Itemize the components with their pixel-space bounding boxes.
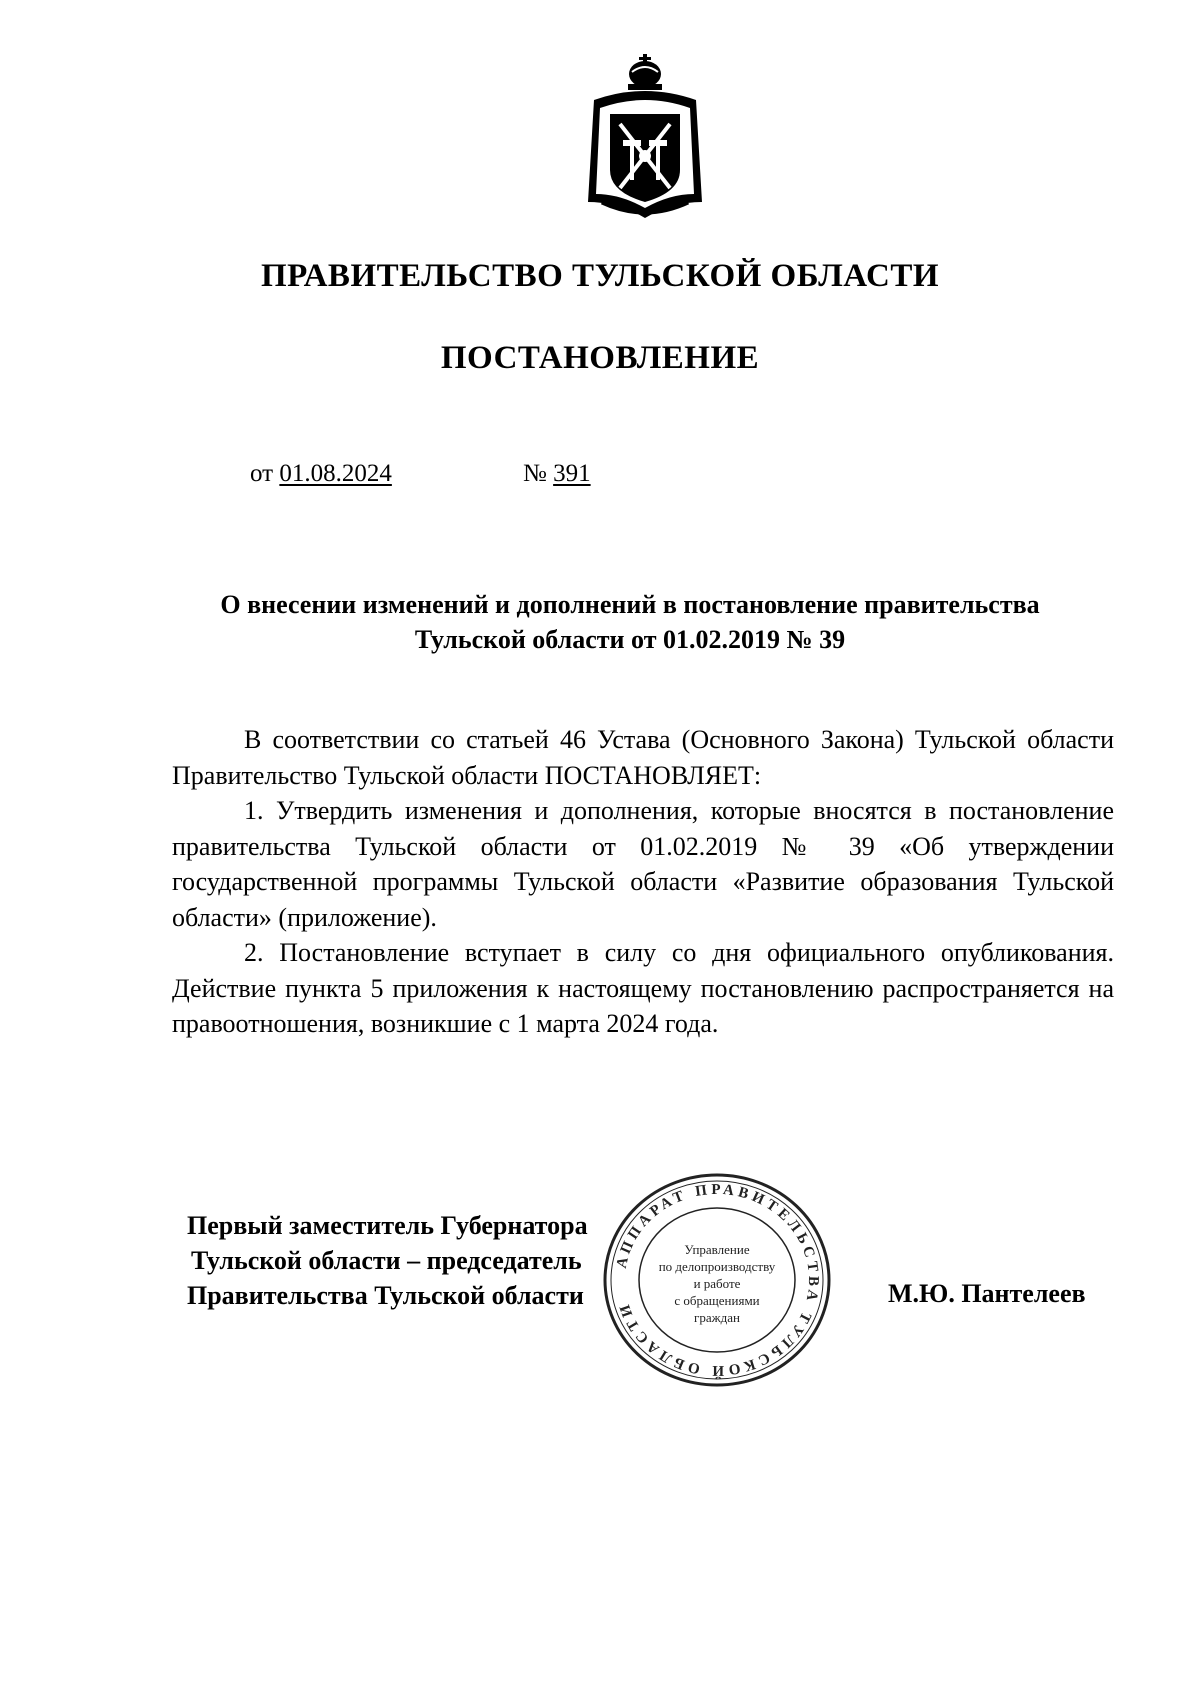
signer-position-line: Первый заместитель Губернатора bbox=[187, 1211, 588, 1240]
government-title: ПРАВИТЕЛЬСТВО ТУЛЬСКОЙ ОБЛАСТИ bbox=[261, 258, 939, 294]
body-paragraph bbox=[172, 793, 1114, 935]
document-body bbox=[172, 722, 1114, 1042]
number-value: 391 bbox=[553, 460, 591, 487]
stamp-center-line: с обращениями bbox=[674, 1293, 760, 1308]
date-value: 01.08.2024 bbox=[279, 460, 392, 487]
subject-line: Тульской области от 01.02.2019 № 39 bbox=[414, 625, 846, 654]
signer-name: М.Ю. Пантелеев bbox=[888, 1279, 1086, 1308]
tula-coat-of-arms-icon bbox=[572, 52, 718, 220]
date-prefix: от bbox=[250, 460, 280, 487]
body-paragraph bbox=[172, 722, 1114, 793]
document-type: ПОСТАНОВЛЕНИЕ bbox=[440, 340, 760, 376]
number-prefix: № bbox=[523, 460, 554, 487]
document-subject bbox=[170, 587, 1090, 657]
subject-line: О внесении изменений и дополнений в постановление правительства bbox=[220, 590, 1040, 619]
body-paragraph bbox=[172, 935, 1114, 1042]
stamp-center-line: и работе bbox=[693, 1276, 741, 1291]
preamble-text: В соответствии со статьей 46 Устава (Основного Закона) Тульской области Правительство Тульской области ПОСТАНОВЛЯЕТ: bbox=[172, 725, 1114, 790]
signer-position bbox=[187, 1208, 588, 1313]
document-date bbox=[250, 460, 392, 488]
signer-position-line: Тульской области – председатель bbox=[191, 1246, 582, 1275]
stamp-center-line: граждан bbox=[694, 1310, 740, 1325]
stamp-center-line: по делопроизводству bbox=[658, 1259, 776, 1274]
item-2-text: 2. Постановление вступает в силу со дня официального опубликования. Действие пункта 5 приложения к настоящему постановлению распространяется на правоотношения, возникшие с 1 марта 2024 года. bbox=[172, 938, 1114, 1038]
stamp-ring-text: АППАРАТ ПРАВИТЕЛЬСТВА ТУЛЬСКОЙ ОБЛАСТИ bbox=[613, 1181, 822, 1379]
signer-position-line: Правительства Тульской области bbox=[187, 1281, 584, 1310]
official-seal-stamp bbox=[598, 1168, 836, 1392]
document-number bbox=[523, 460, 591, 488]
stamp-center-line: Управление bbox=[684, 1242, 750, 1257]
item-1-text: 1. Утвердить изменения и дополнения, которые вносятся в постановление правительства Тульской области от 01.02.2019 № 39 «Об утверждении государственной программы Тульской области «Развитие образования Тульской области» (приложение). bbox=[172, 796, 1114, 932]
